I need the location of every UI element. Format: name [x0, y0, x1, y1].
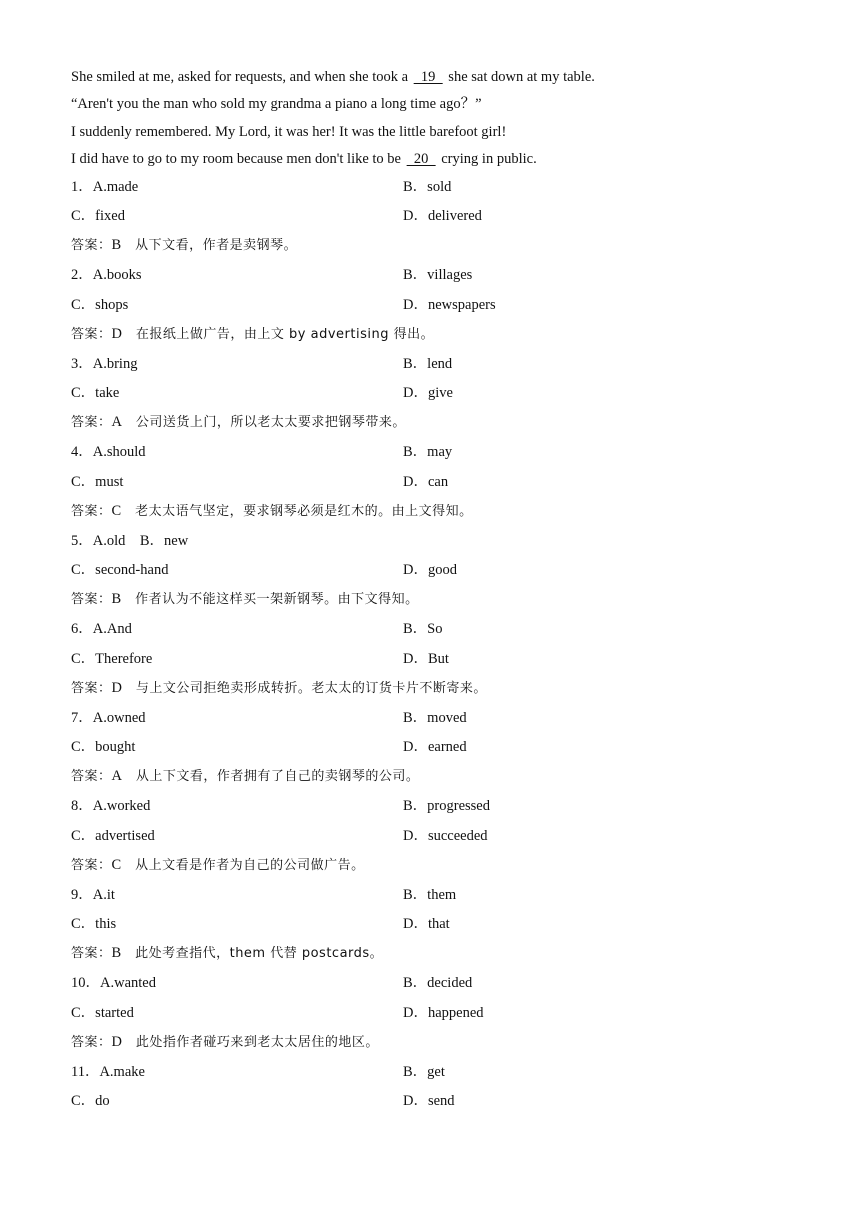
blank-20: 20: [406, 151, 436, 167]
q8-option-a: 8．A.worked: [71, 798, 151, 814]
q4-option-a: 4．A.should: [71, 444, 146, 460]
q11-option-c: C．do: [71, 1093, 110, 1109]
q9-option-b: B．them: [403, 887, 457, 903]
q3-answer: 答案：A 公司送货上门，所以老太太要求把钢琴带来。: [71, 414, 406, 430]
passage-line-19: [71, 68, 595, 86]
q5-option-d: D．good: [403, 562, 457, 578]
q3-option-b: B．lend: [403, 356, 453, 372]
q1-option-c: C．fixed: [71, 208, 125, 224]
q7-option-a: 7．A.owned: [71, 710, 146, 726]
q2-option-b: B．villages: [403, 267, 473, 283]
passage-text: I did have to go to my room because men don't like to be: [71, 151, 405, 167]
q10-option-b: B．decided: [403, 975, 473, 991]
q10-option-c: C．started: [71, 1005, 134, 1021]
q5-option-a-b: 5．A.old B．new: [71, 533, 189, 549]
q1-option-a: 1．A.made: [71, 179, 139, 195]
passage-text: she sat down at my table.: [444, 69, 595, 85]
q11-option-d: D．send: [403, 1093, 455, 1109]
q10-option-d: D．happened: [403, 1005, 484, 1021]
q4-answer: 答案：C 老太太语气坚定，要求钢琴必须是红木的。由上文得知。: [71, 503, 473, 519]
q8-option-b: B．progressed: [403, 798, 490, 814]
passage-text: She smiled at me, asked for requests, and when she took a: [71, 69, 412, 85]
q7-option-b: B．moved: [403, 710, 467, 726]
q9-answer: 答案：B 此处考查指代，them 代替 postcards。: [71, 945, 384, 961]
passage-line-quote: “Aren't you the man who sold my grandma a piano a long time ago？”: [71, 96, 482, 112]
q3-option-c: C．take: [71, 385, 120, 401]
q2-option-d: D．newspapers: [403, 297, 496, 313]
passage-line-remember: I suddenly remembered. My Lord, it was her! It was the little barefoot girl!: [71, 124, 507, 140]
q6-option-c: C．Therefore: [71, 651, 153, 667]
passage-line-20: [71, 150, 537, 168]
q2-option-c: C．shops: [71, 297, 129, 313]
q11-option-a: 11．A.make: [71, 1064, 145, 1080]
q11-option-b: B．get: [403, 1064, 445, 1080]
q10-option-a: 10．A.wanted: [71, 975, 156, 991]
q7-option-c: C．bought: [71, 739, 136, 755]
q4-option-d: D．can: [403, 474, 449, 490]
q2-option-a: 2．A.books: [71, 267, 142, 283]
q10-answer: 答案：D 此处指作者碰巧来到老太太居住的地区。: [71, 1034, 379, 1050]
q1-option-b: B．sold: [403, 179, 452, 195]
blank-19: 19: [413, 69, 443, 85]
passage-text: crying in public.: [437, 151, 537, 167]
q6-option-a: 6．A.And: [71, 621, 132, 637]
q6-answer: 答案：D 与上文公司拒绝卖形成转折。老太太的订货卡片不断寄来。: [71, 680, 487, 696]
q1-option-d: D．delivered: [403, 208, 482, 224]
q7-answer: 答案：A 从上下文看，作者拥有了自己的卖钢琴的公司。: [71, 768, 420, 784]
q9-option-c: C．this: [71, 916, 117, 932]
q3-option-d: D．give: [403, 385, 453, 401]
q4-option-c: C．must: [71, 474, 124, 490]
q6-option-d: D．But: [403, 651, 449, 667]
q9-option-a: 9．A.it: [71, 887, 115, 903]
q1-answer: 答案：B 从下文看，作者是卖钢琴。: [71, 237, 298, 253]
q4-option-b: B．may: [403, 444, 453, 460]
q8-option-d: D．succeeded: [403, 828, 488, 844]
q3-option-a: 3．A.bring: [71, 356, 138, 372]
q9-option-d: D．that: [403, 916, 450, 932]
q8-answer: 答案：C 从上文看是作者为自己的公司做广告。: [71, 857, 365, 873]
q7-option-d: D．earned: [403, 739, 467, 755]
q5-option-c: C．second-hand: [71, 562, 169, 578]
q6-option-b: B．So: [403, 621, 443, 637]
q2-answer: 答案：D 在报纸上做广告，由上文 by advertising 得出。: [71, 326, 435, 342]
q5-answer: 答案：B 作者认为不能这样买一架新钢琴。由下文得知。: [71, 591, 419, 607]
q8-option-c: C．advertised: [71, 828, 155, 844]
